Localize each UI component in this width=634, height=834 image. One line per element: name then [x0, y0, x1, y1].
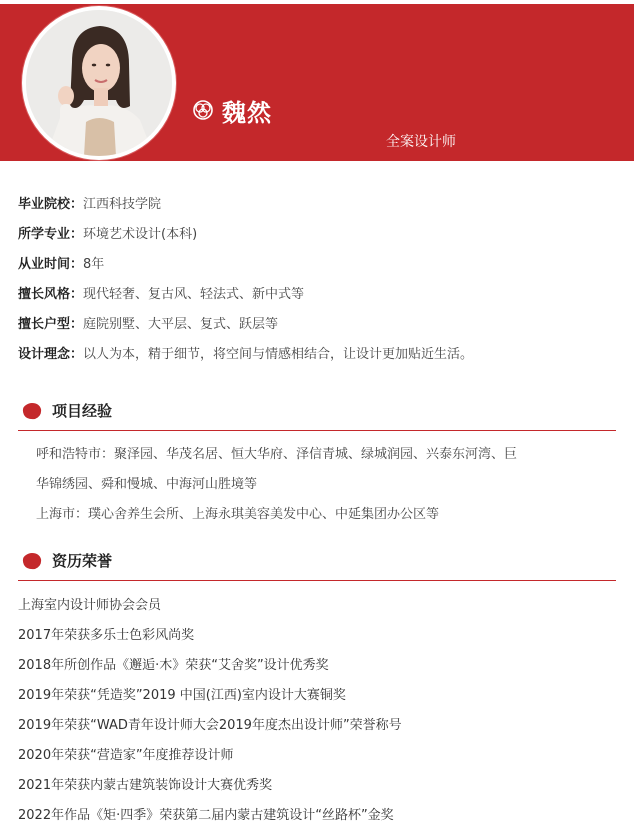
info-value: 以人为本，精于细节，将空间与情感相结合，让设计更加贴近生活。 — [83, 347, 474, 362]
info-label: 所学专业 — [18, 227, 71, 242]
info-list — [18, 190, 618, 370]
project-list — [36, 440, 606, 530]
honor-item: 2017年荣获多乐士色彩风尚奖 — [18, 628, 195, 643]
info-label: 擅长户型 — [18, 317, 71, 332]
info-row-philosophy: 设计理念：以人为本，精于细节，将空间与情感相结合，让设计更加贴近生活。 — [18, 347, 474, 362]
section-heading-honors — [18, 550, 616, 581]
info-row-styles: 擅长风格：现代轻奢、复古风、轻法式、新中式等 — [18, 287, 305, 302]
avatar — [26, 10, 172, 156]
honor-item: 2018年所创作品《邂逅·木》荣获“艾舍奖”设计优秀奖 — [18, 658, 329, 673]
info-row-house-types: 擅长户型：庭院别墅、大平层、复式、跃层等 — [18, 317, 279, 332]
info-label: 毕业院校 — [18, 197, 71, 212]
honor-item: 上海室内设计师协会会员 — [18, 598, 162, 613]
section-title: 资历荣誉 — [52, 552, 113, 570]
info-value: 环境艺术设计(本科) — [83, 227, 198, 242]
info-row-major: 所学专业：环境艺术设计(本科) — [18, 227, 198, 242]
honor-item: 2020年荣获“营造家”年度推荐设计师 — [18, 748, 234, 763]
info-row-experience: 从业时间：8年 — [18, 257, 105, 272]
honor-item: 2021年荣获内蒙古建筑装饰设计大赛优秀奖 — [18, 778, 273, 793]
info-value: 8年 — [83, 257, 105, 272]
project-line: 呼和浩特市：聚泽园、华茂名居、恒大华府、泽信青城、绿城润园、兴泰东河湾、巨 — [36, 447, 518, 462]
designer-role: 全案设计师 — [386, 134, 456, 150]
honor-item: 2019年荣获“WAD青年设计师大会2019年度杰出设计师”荣誉称号 — [18, 718, 402, 733]
project-line: 华锦绣园、舜和慢城、中海河山胜境等 — [36, 477, 258, 492]
section-heading-projects — [18, 400, 616, 431]
info-row-school: 毕业院校：江西科技学院 — [18, 197, 162, 212]
info-value: 庭院别墅、大平层、复式、跃层等 — [83, 317, 279, 332]
designer-name: 魏然 — [222, 98, 272, 127]
info-label: 从业时间 — [18, 257, 71, 272]
project-line: 上海市：璞心舍养生会所、上海永琪美容美发中心、中延集团办公区等 — [36, 507, 440, 522]
honor-item: 2019年荣获“凭造奖”2019 中国(江西)室内设计大赛铜奖 — [18, 688, 346, 703]
section-title: 项目经验 — [52, 402, 113, 420]
honor-list — [18, 591, 618, 831]
info-label: 擅长风格 — [18, 287, 71, 302]
info-value: 江西科技学院 — [83, 197, 162, 212]
info-value: 现代轻奢、复古风、轻法式、新中式等 — [83, 287, 305, 302]
name-row — [192, 94, 272, 126]
honor-item: 2022年作品《矩·四季》荣获第二届内蒙古建筑设计“丝路杯”金奖 — [18, 808, 394, 823]
info-label: 设计理念 — [18, 347, 71, 362]
rose-outline-icon — [192, 99, 214, 121]
red-blob-icon — [22, 552, 42, 570]
portrait-photo — [26, 10, 172, 156]
red-blob-icon — [22, 402, 42, 420]
